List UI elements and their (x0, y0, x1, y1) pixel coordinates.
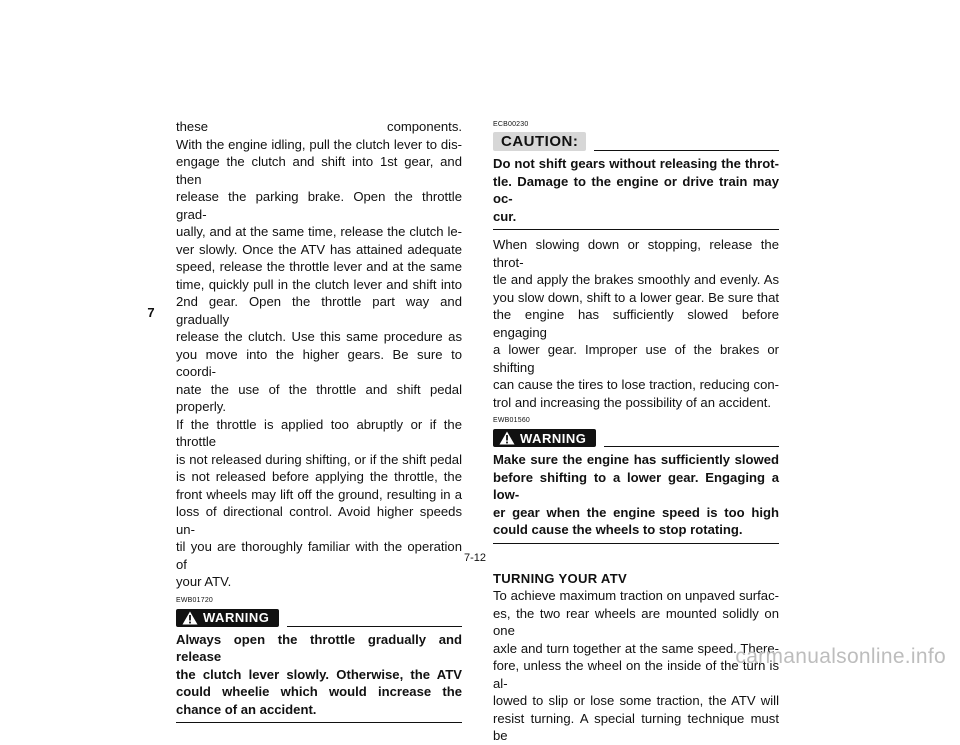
text-line: Make sure the engine has sufficiently slowed (493, 452, 779, 467)
caution-text (493, 155, 779, 230)
warning-rule (604, 446, 779, 447)
caution-block (493, 121, 779, 230)
text-line: can cause the tires to lose traction, reducing con- (493, 377, 779, 392)
text-line: When slowing down or stopping, release the throt- (493, 237, 779, 270)
warning-block (493, 417, 779, 544)
clutch-procedure-paragraph (176, 118, 462, 591)
warning-block (176, 597, 462, 724)
section-tab[interactable] (139, 294, 163, 330)
text-line: es, the two rear wheels are mounted solidly on one (493, 605, 779, 638)
warning-triangle-icon (182, 611, 198, 625)
warning-badge (176, 609, 279, 627)
caution-badge (493, 132, 586, 151)
text-line: To achieve maximum traction on unpaved surfac- (493, 588, 779, 603)
text-line: fore, unless the wheel on the inside of the turn is al- (493, 658, 779, 691)
text-line: release the clutch. Use this same procedure as (176, 329, 462, 344)
warning-label: WARNING (520, 430, 587, 446)
text-line: release the parking brake. Open the throttle grad- (176, 189, 462, 222)
text-line: your ATV. (176, 574, 232, 589)
section-tab-number: 7 (147, 304, 155, 320)
warning-text (176, 631, 462, 724)
text-line: a lower gear. Improper use of the brakes or shifting (493, 342, 779, 375)
section-heading: TURNING YOUR ATV (493, 570, 628, 586)
text-line: cur. (493, 208, 517, 224)
text-line: Always open the throttle gradually and release (176, 631, 462, 664)
text-line: axle and turn together at the same speed. There- (493, 640, 779, 656)
text-line: these components. (176, 119, 462, 134)
watermark-link[interactable]: carmanualsonline.info (735, 645, 946, 668)
text-line: chance of an accident. (176, 701, 317, 717)
text-line: lowed to slip or lose some traction, the ATV will (493, 693, 779, 708)
text-line: before shifting to a lower gear. Engaging a low- (493, 469, 779, 502)
text-line: ually, and at the same time, release the clutch le- (176, 224, 462, 239)
text-line: er gear when the engine speed is too high (493, 504, 779, 520)
text-line: could wheelie which would increase the (176, 684, 462, 699)
left-column (176, 118, 462, 723)
text-line: With the engine idling, pull the clutch lever to dis- (176, 136, 462, 152)
slowing-down-paragraph (493, 236, 779, 411)
text-line: tle. Damage to the engine or drive train may oc- (493, 173, 779, 206)
text-line: time, quickly pull in the clutch lever and shift into (176, 276, 462, 292)
warning-rule (287, 626, 462, 627)
text-line: ver slowly. Once the ATV has attained adequate (176, 241, 462, 257)
caution-code: ECB00230 (493, 121, 529, 128)
caution-rule (594, 150, 779, 151)
text-line: you move into the higher gears. Be sure to coordi- (176, 346, 462, 379)
text-line: loss of directional control. Avoid higher speeds un- (176, 504, 462, 537)
text-line: could cause the wheels to stop rotating. (493, 522, 743, 537)
text-line: If the throttle is applied too abruptly or if the throttle (176, 416, 462, 449)
warning-badge (493, 429, 596, 447)
text-line: the engine has sufficiently slowed before engaging (493, 307, 779, 340)
text-line: engage the clutch and shift into 1st gear, and then (176, 154, 462, 187)
text-line: front wheels may lift off the ground, resulting in a (176, 486, 462, 502)
text-line: trol and increasing the possibility of an accident. (493, 394, 772, 410)
warning-text (493, 451, 779, 544)
text-line: speed, release the throttle lever and at the same (176, 259, 462, 274)
text-line: 2nd gear. Open the throttle part way and gradually (176, 294, 462, 327)
text-line: Do not shift gears without releasing the throt- (493, 156, 779, 171)
text-line: is not released before applying the throttle, the (176, 469, 462, 484)
text-line: the clutch lever slowly. Otherwise, the ATV (176, 666, 462, 682)
warning-label: WARNING (203, 610, 270, 625)
warning-code: EWB01560 (493, 417, 531, 424)
text-line: resist turning. A special turning technique must be (493, 710, 779, 743)
warning-triangle-icon (499, 431, 515, 445)
text-line: til you are thoroughly familiar with the operation of (176, 539, 462, 572)
text-line: you slow down, shift to a lower gear. Be sure that (493, 289, 779, 305)
text-line: nate the use of the throttle and shift pedal properly. (176, 381, 462, 414)
page-number: 7-12 (464, 552, 487, 564)
caution-label: CAUTION: (501, 133, 579, 150)
warning-code: EWB01720 (176, 596, 214, 604)
text-line: is not released during shifting, or if the shift pedal (176, 451, 462, 467)
text-line: tle and apply the brakes smoothly and evenly. As (493, 272, 779, 287)
